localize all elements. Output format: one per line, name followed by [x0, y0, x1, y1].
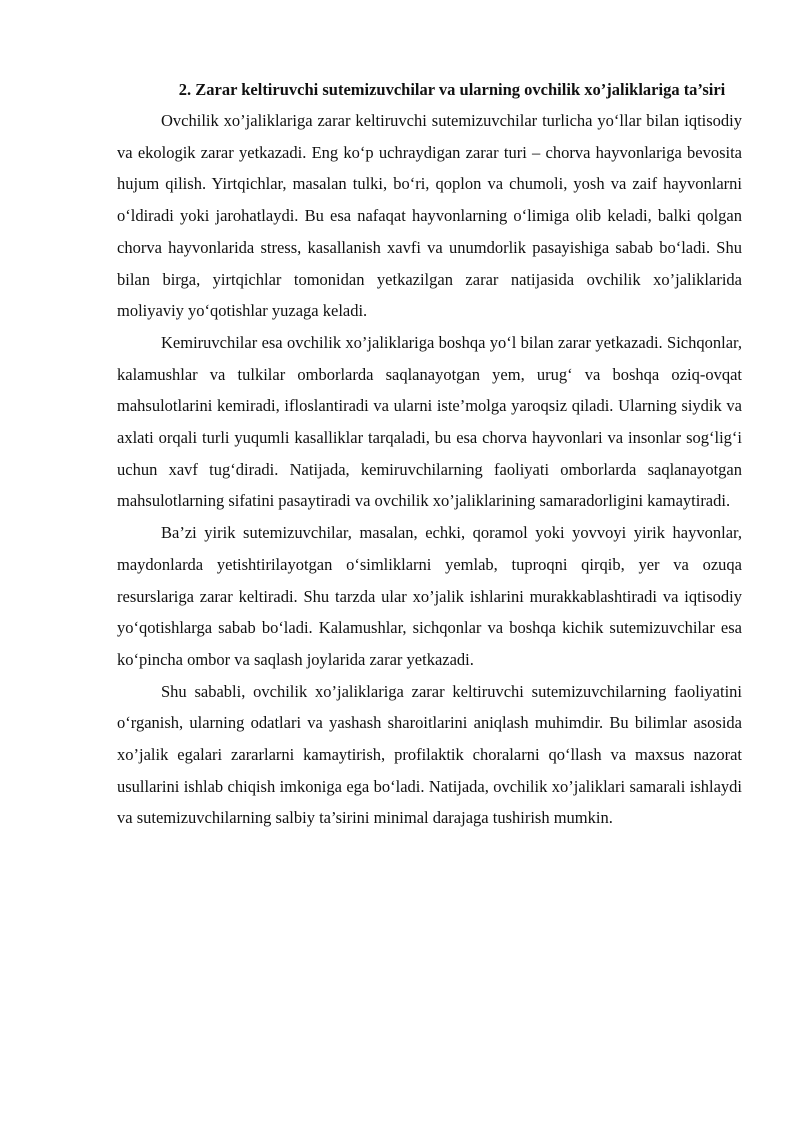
paragraph-3: Ba’zi yirik sutemizuvchilar, masalan, echki, qoramol yoki yovvoyi yirik hayvonlar, maydonlarda yetishtirilayotgan o‘simliklarni yemlab, tuproqni qirqib, yer va ozuqa resurslariga zarar keltiradi. Shu tarzda ular xo’jalik ishlarini murakkablashtiradi va iqtisodiy yo‘qotishlarga sabab bo‘ladi. Kalamushlar, sichqonlar va boshqa kichik sutemizuvchilar esa ko‘pincha ombor va saqlash joylarida zarar yetkazadi.: [117, 523, 742, 669]
paragraph-2: Kemiruvchilar esa ovchilik xo’jaliklariga boshqa yo‘l bilan zarar yetkazadi. Sichqonlar, kalamushlar va tulkilar omborlarda saqlanayotgan yem, urug‘ va boshqa oziq-ovqat mahsulotlarini kemiradi, ifloslantiradi va ularni iste’molga yaroqsiz qiladi. Ularning siydik va axlati orqali turli yuqumli kasalliklar tarqaladi, bu esa chorva hayvonlari va insonlar sog‘lig‘i uchun xavf tug‘diradi. Natijada, kemiruvchilarning faoliyati omborlarda saqlanayotgan mahsulotlarning sifatini pasaytiradi va ovchilik xo’jaliklarining samaradorligini kamaytiradi.: [117, 332, 742, 511]
paragraph-4: Shu sababli, ovchilik xo’jaliklariga zarar keltiruvchi sutemizuvchilarning faoliyatini o‘rganish, ularning odatlari va yashash sharoitlarini aniqlash muhimdir. Bu bilimlar asosida xo’jalik egalari zararlarni kamaytirish, profilaktik choralarni qo‘llash va maxsus nazorat usullarini ishlab chiqish imkoniga ega bo‘ladi. Natijada, ovchilik xo’jaliklari samarali ishlaydi va sutemizuvchilarning salbiy ta’sirini minimal darajaga tushirish mumkin.: [117, 681, 742, 828]
section-heading: 2. Zarar keltiruvchi sutemizuvchilar va ularning ovchilik xo’jaliklariga ta’siri: [178, 80, 726, 99]
paragraph-1: Ovchilik xo’jaliklariga zarar keltiruvchi sutemizuvchilar turlicha yo‘llar bilan iqtisodiy va ekologik zarar yetkazadi. Eng ko‘p uchraydigan zarar turi – chorva hayvonlariga bevosita hujum qilish. Yirtqichlar, masalan tulki, bo‘ri, qoplon va chumoli, yosh va zaif hayvonlarni o‘ldiradi yoki jarohatlaydi. Bu esa nafaqat hayvonlarning o‘limiga olib keladi, balki qolgan chorva hayvonlarida stress, kasallanish xavfi va unumdorlik pasayishiga sabab bo‘ladi. Shu bilan birga, yirtqichlar tomonidan yetkazilgan zarar natijasida ovchilik xo’jaliklarida moliyaviy yo‘qotishlar yuzaga keladi.: [117, 111, 742, 321]
